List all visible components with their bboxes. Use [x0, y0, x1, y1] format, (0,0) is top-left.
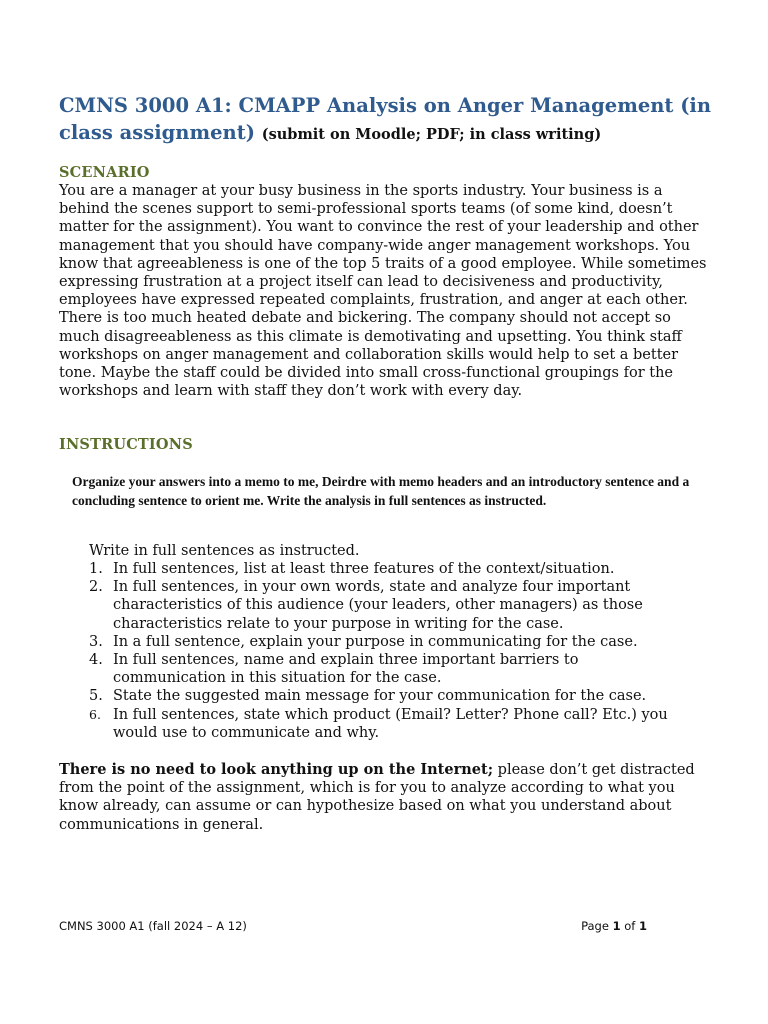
footer-page-current: 1 [612, 919, 621, 933]
list-item-text: State the suggested main message for your communication for the case. [113, 688, 647, 705]
list-item-number: 5. [89, 688, 103, 705]
list-item-number: 6. [89, 706, 101, 722]
footer-page-number [581, 919, 647, 933]
footer-page-label: Page [581, 919, 613, 933]
internet-note-body: please don’t get distracted from the point of the assignment, which is for you to analyze according to what you know already, can assume or can hypothesize based on what you understand about communications in general. [59, 762, 695, 833]
title-submission-note: (submit on Moodle; PDF; in class writing) [261, 126, 602, 143]
list-item-number: 4. [89, 652, 103, 669]
document-title [59, 92, 719, 148]
list-item-number: 1. [89, 561, 103, 577]
list-item [89, 687, 689, 705]
internet-note-lead: There is no need to look anything up on the Internet; [59, 761, 494, 778]
list-item-number: 2. [89, 579, 103, 596]
footer-of-label: of [620, 919, 639, 933]
list-item [89, 706, 689, 742]
list-item [89, 560, 689, 578]
list-item-text: In full sentences, state which product (Email? Letter? Phone call? Etc.) you would use to communicate and why. [113, 706, 668, 741]
scenario-heading: SCENARIO [59, 164, 150, 181]
list-item [89, 651, 689, 687]
list-item-number: 3. [89, 633, 103, 650]
scenario-paragraph: You are a manager at your busy business in the sports industry. Your business is a behind the scenes support to semi-professional sports teams (of some kind, doesn’t matter for the assignment). You want to convince the rest of your leadership and other management that you should have company-wide anger management workshops. You know that agreeableness is one of the top 5 traits of a good employee. While sometimes expressing frustration at a project itself can lead to decisiveness and productivity, employees have expressed repeated complaints, frustration, and anger at each other. There is too much heated debate and bickering. The company should not accept so much disagreeableness as this climate is demotivating and upsetting. You think staff workshops on anger management and collaboration skills would help to set a better tone. Maybe the staff could be divided into small cross-functional groupings for the workshops and learn with staff they don’t work with every day. [59, 183, 707, 400]
list-item-text: In full sentences, name and explain three important barriers to communication in this situation for the case. [113, 652, 579, 687]
instructions-heading: INSTRUCTIONS [59, 436, 193, 453]
list-item-text: In a full sentence, explain your purpose in communicating for the case. [113, 633, 638, 650]
list-item-text: In full sentences, list at least three features of the context/situation. [113, 561, 615, 577]
instructions-intro: Write in full sentences as instructed. [89, 543, 360, 559]
footer-page-total: 1 [638, 919, 647, 933]
instructions-list [89, 560, 689, 742]
list-item [89, 578, 689, 633]
footer-course-label: CMNS 3000 A1 (fall 2024 – A 12) [59, 919, 247, 933]
memo-instruction-note: Organize your answers into a memo to me, Deirdre with memo headers and an introductory sentence and a concluding sentence to orient me. Write the analysis in full sentences as instructed. [72, 474, 690, 508]
list-item-text: In full sentences, in your own words, state and analyze four important characteristics of this audience (your leaders, other managers) as those characteristics relate to your purpose in writing for the case. [113, 579, 643, 632]
internet-note [59, 761, 709, 834]
title-main: CMNS 3000 A1: CMAPP Analysis on Anger Management (in class assignment) [59, 94, 712, 144]
list-item [89, 633, 689, 651]
